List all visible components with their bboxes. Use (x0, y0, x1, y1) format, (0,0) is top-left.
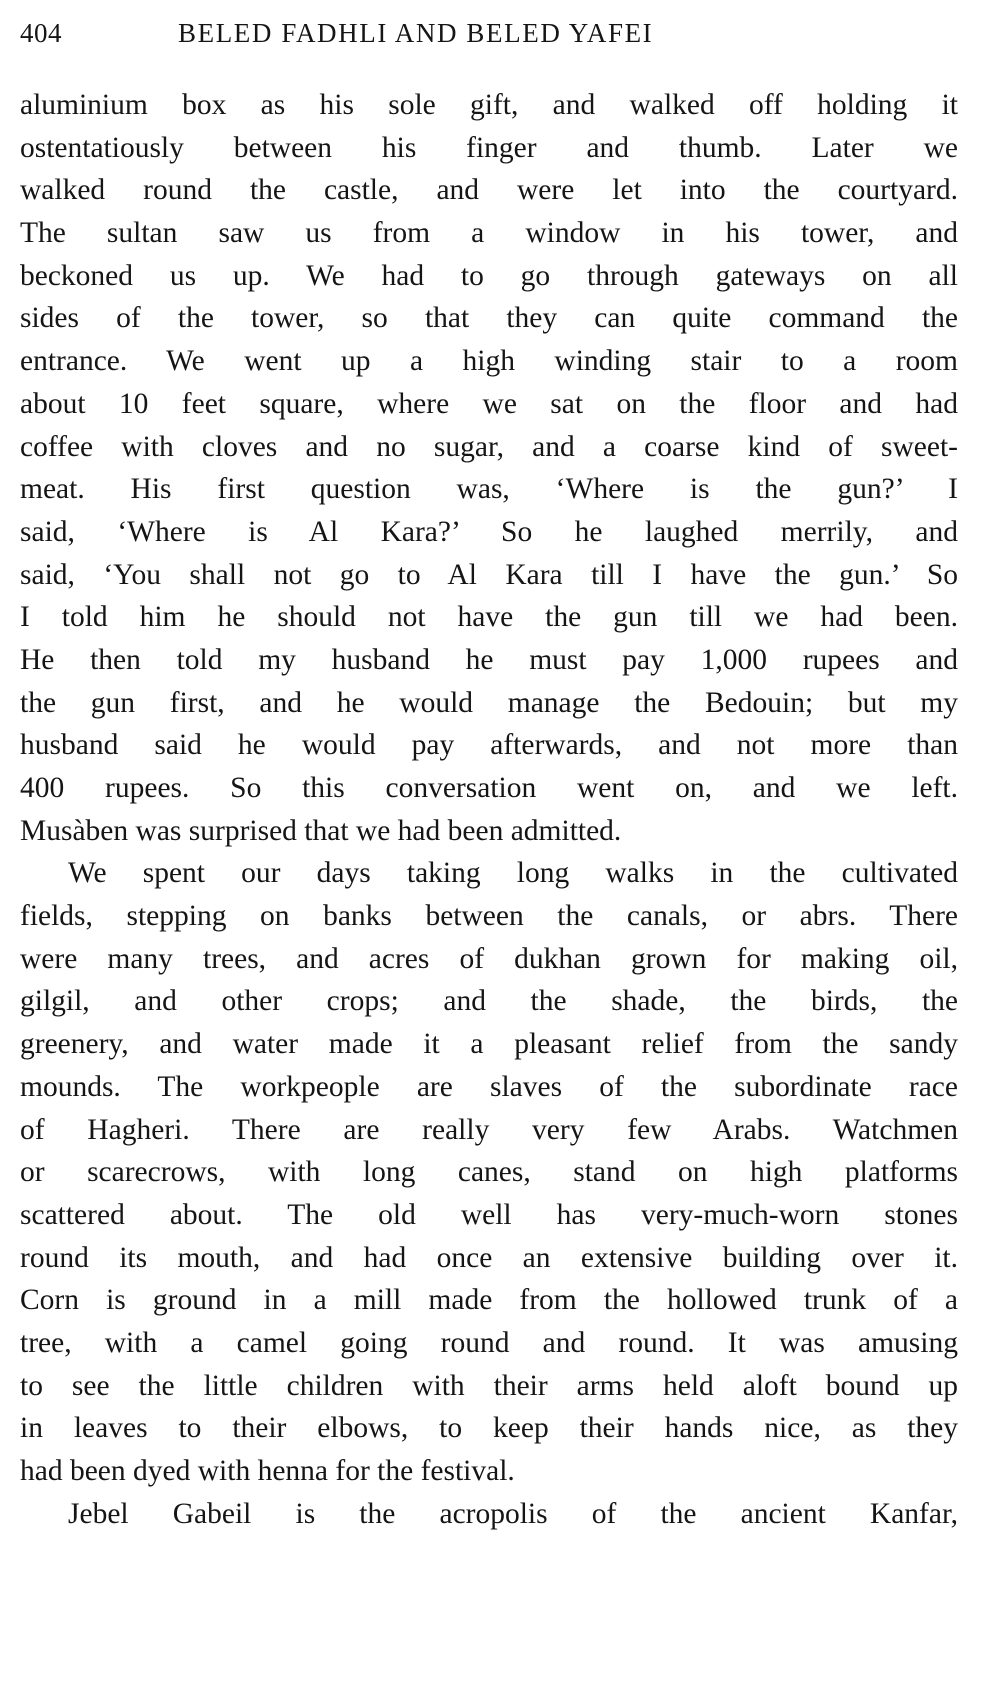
paragraph-last-line: had been dyed with henna for the festival. (20, 1455, 515, 1487)
text-line: 400 rupees. So this conversation went on, and we left. (20, 772, 958, 804)
paragraph-first-line: Jebel Gabeil is the acropolis of the ancient Kanfar, (68, 1497, 958, 1530)
text-line: about 10 feet square, where we sat on the floor and had (20, 387, 958, 420)
text-line: or scarecrows, with long canes, stand on high platforms (20, 1156, 958, 1189)
running-head: BELED FADHLI AND BELED YAFEI (178, 18, 654, 48)
text-line: Corn is ground in a mill made from the hollowed trunk of a (20, 1284, 958, 1317)
text-line: the gun first, and he would manage the Bedouin; but my (20, 686, 958, 719)
text-line: meat. His first question was, ‘Where is the gun?’ I (20, 473, 958, 506)
text-line: to see the little children with their arms held aloft bound up (20, 1369, 958, 1402)
paragraph-first-line: We spent our days taking long walks in the cultivated (68, 857, 958, 890)
text-line: sides of the tower, so that they can quite command the (20, 302, 958, 335)
text-line: said, ‘Where is Al Kara?’ So he laughed merrily, and (20, 515, 958, 548)
text-line: round its mouth, and had once an extensive building over it. (20, 1241, 958, 1274)
page-header (20, 18, 980, 66)
text-line: husband said he would pay afterwards, and not more than (20, 729, 958, 762)
text-line: entrance. We went up a high winding stair to a room (20, 345, 958, 378)
text-line: ostentatiously between his finger and thumb. Later we (20, 131, 958, 164)
text-line: walked round the castle, and were let into the courtyard. (20, 174, 958, 207)
text-line: fields, stepping on banks between the canals, or abrs. There (20, 900, 958, 933)
text-line: scattered about. The old well has very-much-worn stones (20, 1198, 958, 1231)
text-line: beckoned us up. We had to go through gateways on all (20, 259, 958, 292)
text-line: coffee with cloves and no sugar, and a coarse kind of sweet- (20, 430, 958, 463)
body-text (20, 84, 958, 1535)
page-number: 404 (20, 18, 62, 48)
text-line: mounds. The workpeople are slaves of the subordinate race (20, 1070, 958, 1103)
text-line: I told him he should not have the gun till we had been. (20, 601, 958, 634)
text-line: of Hagheri. There are really very few Arabs. Watchmen (20, 1113, 958, 1146)
text-line: were many trees, and acres of dukhan grown for making oil, (20, 942, 958, 975)
text-line: aluminium box as his sole gift, and walked off holding it (20, 89, 958, 121)
text-line: tree, with a camel going round and round. It was amusing (20, 1326, 958, 1359)
text-line: gilgil, and other crops; and the shade, the birds, the (20, 985, 958, 1018)
text-line: The sultan saw us from a window in his tower, and (20, 217, 958, 250)
text-line: in leaves to their elbows, to keep their hands nice, as they (20, 1412, 958, 1445)
paragraph-last-line: Musàben was surprised that we had been admitted. (20, 814, 622, 847)
text-line: He then told my husband he must pay 1,000 rupees and (20, 643, 958, 676)
text-line: greenery, and water made it a pleasant relief from the sandy (20, 1028, 958, 1061)
text-line: said, ‘You shall not go to Al Kara till I have the gun.’ So (20, 558, 958, 591)
